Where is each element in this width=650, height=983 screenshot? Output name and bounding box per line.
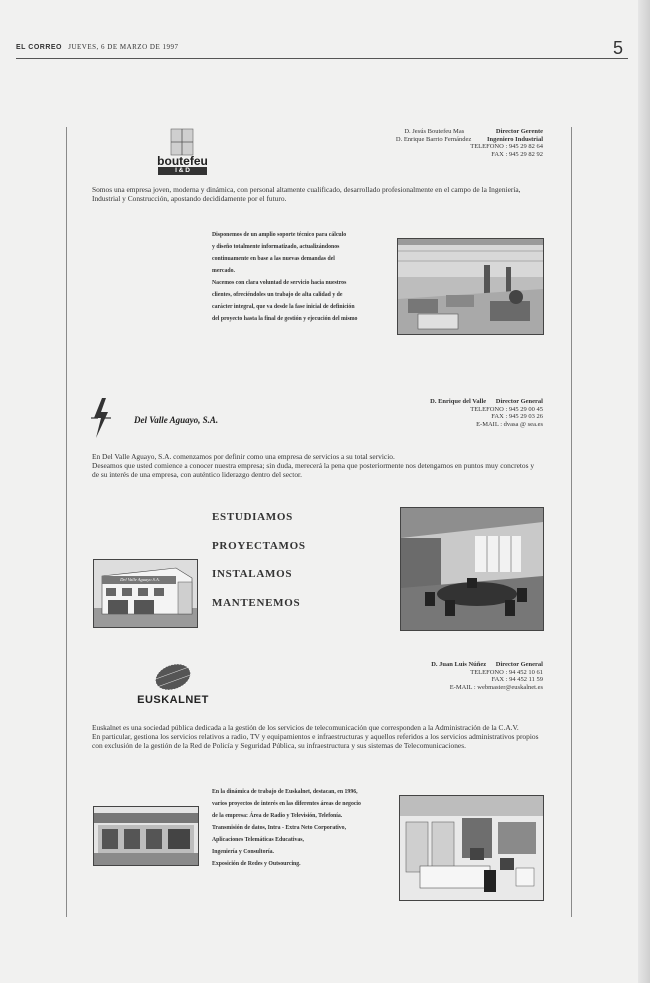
service-item: ESTUDIAMOS [212, 511, 293, 523]
delvalle-services [212, 503, 372, 617]
feature-line: carácter integral, que va desde la fase inicial de definición [212, 304, 355, 310]
delvalle-building-photo [93, 559, 198, 628]
boutefeu-fax: FAX : 945 29 82 92 [491, 150, 543, 158]
service-item: INSTALAMOS [212, 568, 293, 580]
contact-role: Director General [495, 398, 543, 405]
contact-name: D. Juan Luis Núñez [431, 661, 487, 668]
euskalnet-intro [92, 724, 539, 750]
feature-line: Transmisión de datos, Intra - Extra Neto Corporativo, [212, 825, 347, 831]
boutefeu-contact-row [330, 128, 543, 136]
delvalle-logo-text: Del Valle Aguayo, S.A. [134, 415, 219, 425]
feature-line: clientes, ofreciéndoles un trabajo de alta calidad y de [212, 292, 343, 298]
euskalnet-intro-1: Euskalnet es una sociedad pública dedicada a la gestión de los servicios de telecomunicación que corresponden a la Administración de la C.A.V. [92, 723, 519, 732]
meeting-room-image [401, 508, 543, 630]
euskalnet-logo [133, 660, 213, 710]
euskalnet-logo-mark [133, 660, 213, 694]
euskalnet-intro-2: En particular, gestiona los servicios relativos a radio, TV y equipamientos e infraestructuras y aquellos referidos a los servicios administrativos propios con exclusión de la gestión de la Red de Policía y Seguridad Pública, su infraestructura y sus sistemas de Telecomunicaciones. [92, 731, 539, 750]
boutefeu-contacts [330, 128, 543, 158]
feature-line: Aplicaciones Telemáticas Educativas, [212, 837, 304, 843]
building-sign: Del Valle Aguayo S.A. [120, 577, 160, 582]
euskalnet-fax: FAX : 94 452 11 59 [491, 676, 543, 683]
boutefeu-office-photo [397, 238, 544, 335]
feature-line: Ingeniería y Consultoría. [212, 849, 274, 855]
feature-line: y diseño totalmente informatizado, actualizándonos [212, 244, 340, 250]
euskalnet-features [212, 786, 397, 870]
euskalnet-email: E-MAIL : webmaster@euskalnet.es [449, 683, 543, 691]
boutefeu-logo-word: boutefeu [157, 154, 208, 168]
boutefeu-features [212, 229, 392, 325]
lightning-bolt-icon [90, 396, 112, 440]
feature-line: mercado. [212, 268, 235, 274]
boutefeu-phone: TELEFONO : 945 29 82 64 [470, 143, 543, 150]
euskalnet-contacts [360, 661, 543, 691]
office-photo-image [398, 239, 543, 334]
euskalnet-logo-word: EUSKALNET [137, 694, 209, 706]
delvalle-contact-row [360, 398, 543, 406]
delvalle-email: E-MAIL : dvasa @ sea.es [476, 420, 543, 428]
masthead [16, 43, 178, 51]
contact-role: Ingeniero Industrial [486, 135, 543, 143]
delvalle-contacts [360, 398, 543, 428]
feature-line: de la empresa: Área de Radio y Televisión, Telefonía. [212, 813, 343, 819]
service-item: PROYECTAMOS [212, 539, 306, 552]
contact-role: Director General [495, 661, 543, 668]
feature-line: varios proyectos de interés en las diferentes áreas de negocio [212, 801, 361, 807]
delvalle-intro [92, 453, 539, 479]
feature-line: Disponemos de un amplio soporte técnico para cálculo [212, 232, 347, 238]
contact-role: Director Gerente [495, 128, 543, 135]
euskalnet-office-photo [399, 795, 544, 901]
boutefeu-logo [155, 128, 210, 176]
delvalle-fax: FAX : 945 29 03 26 [491, 413, 543, 420]
feature-line: Exposición de Redes y Outsourcing. [212, 861, 301, 867]
delvalle-phone: TELEFONO : 945 29 00 45 [470, 405, 543, 413]
service-item: MANTENEMOS [212, 596, 301, 609]
feature-line: Nacemos con clara voluntad de servicio hacia nuestros [212, 280, 347, 286]
delvalle-intro-1: En Del Valle Aguayo, S.A. comenzamos por definir como una empresa de servicios a su total servicio. [92, 452, 395, 461]
boutefeu-logo-tag: I & D [175, 167, 190, 174]
euskalnet-building-image [94, 807, 198, 865]
contact-name: D. Jesús Boutefeu Mas [404, 128, 465, 135]
feature-line: del proyecto hasta la final de gestión y ejecución del mismo [212, 316, 358, 322]
paper-name: EL CORREO [16, 44, 62, 51]
euskalnet-phone: TELEFONO : 94 452 10 61 [470, 668, 543, 676]
page-edge-shadow [638, 0, 650, 983]
issue-date: JUEVES, 6 DE MARZO DE 1997 [68, 43, 179, 51]
boutefeu-contact-row [330, 136, 543, 144]
boutefeu-intro: Somos una empresa joven, moderna y dinámica, con personal altamente cualificado, desarrollado profesionalmente en el campo de la Ingeniería, Industrial y Construcción, apostando decididamente por el futuro. [92, 185, 521, 203]
building-image [94, 560, 197, 627]
header-rule [16, 58, 628, 59]
page-number: 5 [612, 38, 623, 58]
euskalnet-office-image [400, 796, 543, 900]
feature-line: continuamente en base a las nuevas demandas del [212, 256, 335, 262]
feature-line: En la dinámica de trabajo de Euskalnet, destacan, en 1996, [212, 789, 358, 795]
delvalle-logo [90, 396, 270, 441]
euskalnet-building-photo [93, 806, 199, 866]
euskalnet-contact-row [360, 661, 543, 669]
contact-name: D. Enrique del Valle [430, 398, 487, 405]
delvalle-meeting-room-photo [400, 507, 544, 631]
contact-name: D. Enrique Barrio Fernández [395, 135, 472, 143]
delvalle-intro-2: Deseamos que usted comience a conocer nuestra empresa; sin duda, merecerá la pena que posteriormente nos detengamos en puntos muy concretos y de su interés de una empresa, con auténtico liderazgo dentro del sector. [92, 460, 535, 479]
